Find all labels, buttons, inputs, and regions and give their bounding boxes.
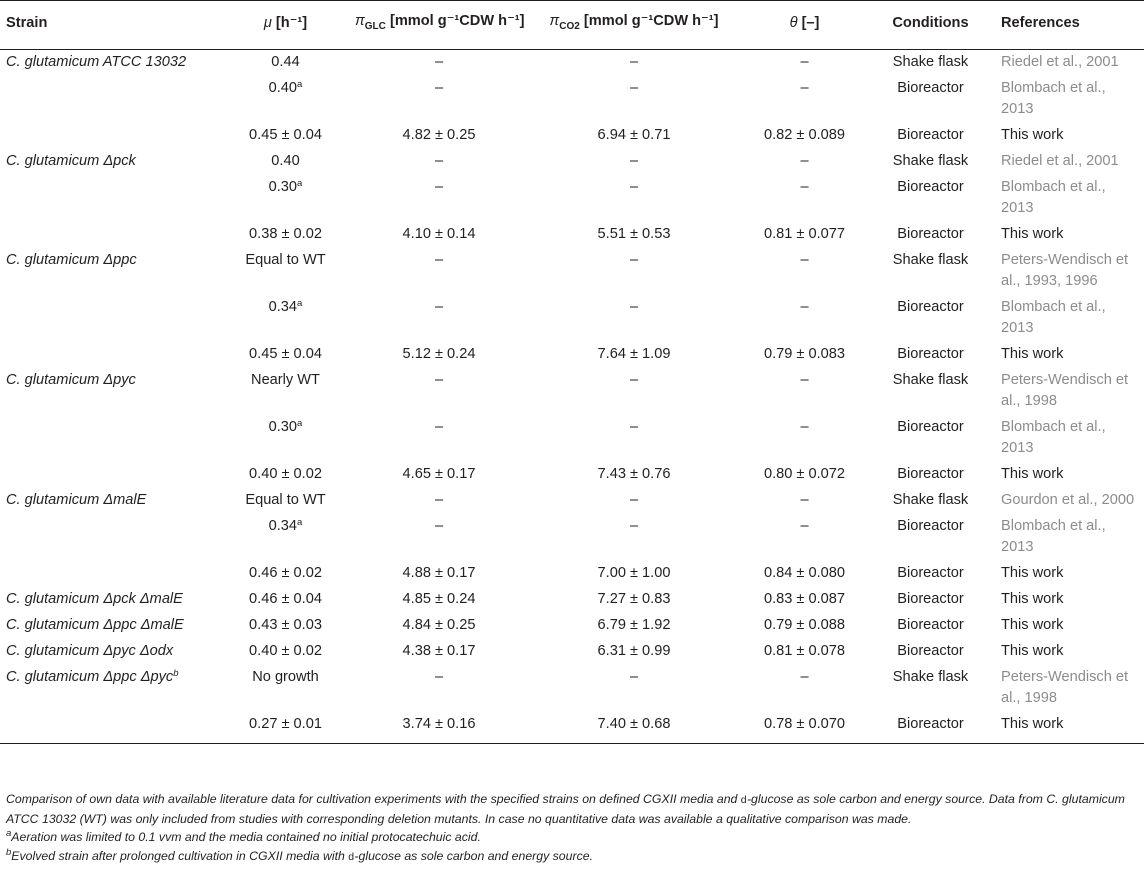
cell-reference: This work: [1001, 642, 1064, 659]
footnote-a: [6, 828, 1142, 847]
cell-mu: 0.43 ± 0.03: [249, 616, 322, 633]
cell-strain: [0, 514, 222, 561]
cell-mu: 0.38 ± 0.02: [249, 225, 322, 242]
footnote-b: [6, 847, 1142, 867]
co2-unit: [mmol g⁻¹CDW h⁻¹]: [583, 13, 719, 29]
table-row: [0, 175, 1144, 222]
cell-theta: 0.84 ± 0.080: [763, 564, 846, 581]
cell-co2: –: [629, 79, 639, 96]
footnote-b-mark: b: [6, 846, 12, 858]
cell-glc: –: [434, 371, 444, 388]
cell-mu: 0.46 ± 0.02: [249, 564, 322, 581]
footnote-b-text-2: -glucose as sole carbon and energy source.: [354, 848, 593, 863]
cell-mu: Nearly WT: [251, 371, 320, 388]
cell-glc: –: [434, 418, 444, 435]
cell-mu: 0.46 ± 0.04: [249, 590, 322, 607]
cell-co2: 7.00 ± 1.00: [597, 564, 671, 581]
cell-strain: [0, 462, 222, 488]
cell-glc: –: [434, 79, 444, 96]
table-row: [0, 613, 1144, 639]
cell-glc: 4.84 ± 0.25: [402, 616, 476, 633]
cell-mu: Equal to WT: [245, 491, 326, 508]
cell-strain: [0, 222, 222, 248]
mu-symbol: μ: [263, 15, 272, 32]
cell-mu: 0.44: [271, 53, 300, 70]
cell-conditions: Bioreactor: [897, 590, 964, 607]
co2-subscript: CO2: [559, 20, 580, 32]
cell-theta: –: [800, 298, 809, 315]
cell-co2: 6.31 ± 0.99: [597, 642, 671, 659]
cell-mu: 0.34$^a$: [268, 516, 303, 534]
table-row: [0, 368, 1144, 415]
cell-glc: 5.12 ± 0.24: [402, 345, 476, 362]
cell-reference: Blombach et al., 2013: [1001, 79, 1106, 117]
cell-theta: 0.79 ± 0.083: [763, 345, 846, 362]
cell-theta: 0.78 ± 0.070: [739, 712, 870, 744]
footnote-a-text: Aeration was limited to 0.1 vvm and the media contained no initial protocatechuic acid.: [11, 830, 481, 844]
cell-strain: [0, 123, 222, 149]
cell-strain: [0, 76, 222, 123]
cell-co2: –: [629, 371, 639, 388]
cell-mu: 0.45 ± 0.04: [249, 126, 322, 143]
cell-theta: –: [800, 491, 809, 508]
cell-strain: C. glutamicum ΔmalE: [6, 491, 147, 508]
table-row: [0, 665, 1144, 712]
table-row: [0, 514, 1144, 561]
footnote-b-text-1: Evolved strain after prolonged cultivation in CGXII media with: [11, 848, 345, 863]
cell-strain: C. glutamicum Δpyc Δodx: [6, 642, 174, 659]
table-row: [0, 295, 1144, 342]
cell-glc: 4.38 ± 0.17: [402, 642, 476, 659]
cell-conditions: Bioreactor: [897, 517, 964, 534]
table-row: [0, 49, 1144, 76]
cell-co2: –: [629, 178, 639, 195]
mu-unit: [h⁻¹]: [275, 15, 308, 32]
cell-conditions: Shake flask: [892, 152, 969, 169]
cell-reference: Blombach et al., 2013: [1001, 517, 1106, 555]
cell-reference: This work: [1001, 616, 1064, 633]
cell-glc: 3.74 ± 0.16: [349, 712, 529, 744]
theta-symbol: θ: [789, 15, 798, 32]
cell-conditions: Shake flask: [892, 371, 969, 388]
cell-co2: –: [629, 298, 639, 315]
cell-strain: C. glutamicum Δpck: [6, 152, 136, 169]
table-row: [0, 76, 1144, 123]
glc-unit: [mmol g⁻¹CDW h⁻¹]: [389, 13, 525, 29]
cell-reference: Riedel et al., 2001: [1001, 152, 1119, 169]
table-row: [0, 149, 1144, 175]
cell-conditions: Bioreactor: [897, 298, 964, 315]
header-theta: [739, 1, 870, 50]
table-row: [0, 488, 1144, 514]
cell-glc: –: [434, 298, 444, 315]
table-row: [0, 639, 1144, 665]
cell-conditions: Bioreactor: [897, 418, 964, 435]
table-body: [0, 49, 1144, 743]
header-strain: Strain: [0, 1, 222, 50]
cell-theta: –: [800, 668, 809, 685]
table-notes: [6, 790, 1142, 866]
cell-reference: Riedel et al., 2001: [1001, 53, 1119, 70]
cell-mu: 0.40$^a$: [268, 78, 303, 96]
cell-co2: 6.94 ± 0.71: [597, 126, 671, 143]
cell-co2: 7.64 ± 1.09: [597, 345, 671, 362]
glc-subscript: GLC: [364, 20, 386, 32]
cell-reference: Peters-Wendisch et al., 1993, 1996: [1001, 251, 1129, 289]
cell-glc: –: [434, 152, 444, 169]
cell-glc: 4.82 ± 0.25: [402, 126, 476, 143]
cell-conditions: Bioreactor: [897, 345, 964, 362]
cell-strain: [0, 175, 222, 222]
cell-co2: –: [629, 418, 639, 435]
cell-conditions: Bioreactor: [897, 642, 964, 659]
cell-conditions: Shake flask: [892, 491, 969, 508]
theta-unit: [–]: [801, 15, 820, 32]
header-conditions: Conditions: [870, 1, 991, 50]
cell-strain: C. glutamicum Δpck ΔmalE: [6, 590, 183, 607]
header-glc: [349, 1, 529, 50]
footnote-a-mark: a: [6, 828, 12, 839]
cell-strain: [0, 415, 222, 462]
cell-conditions: Shake flask: [892, 251, 969, 268]
cell-strain: C. glutamicum Δppc Δpyc$^b$: [6, 667, 179, 685]
cell-co2: –: [629, 517, 639, 534]
caption-part-2: -glucose as sole carbon and energy source. Data from C. glutamicum ATCC 13032 (WT) was only included from studies with corresponding deletion mutants. In case no quantitative data was available a qualitative comparison was made.: [6, 792, 1125, 826]
cell-conditions: Shake flask: [892, 53, 969, 70]
cell-reference: Peters-Wendisch et al., 1998: [1001, 371, 1129, 409]
cell-glc: –: [434, 491, 444, 508]
cell-strain: C. glutamicum ATCC 13032: [6, 53, 187, 70]
cell-co2: 7.43 ± 0.76: [597, 465, 671, 482]
cell-strain: C. glutamicum Δppc ΔmalE: [6, 616, 184, 633]
cell-theta: 0.82 ± 0.089: [763, 126, 846, 143]
table-row: [0, 712, 1144, 744]
cell-strain: [0, 561, 222, 587]
cell-mu: 0.34$^a$: [268, 297, 303, 315]
cell-theta: –: [800, 517, 809, 534]
cell-glc: –: [434, 668, 444, 685]
cell-theta: 0.80 ± 0.072: [763, 465, 846, 482]
caption: [6, 790, 1142, 828]
header-co2: [529, 1, 739, 50]
cell-co2: 7.27 ± 0.83: [597, 590, 671, 607]
cell-theta: –: [800, 418, 809, 435]
cell-reference: Blombach et al., 2013: [1001, 298, 1106, 336]
cell-reference: Blombach et al., 2013: [1001, 178, 1106, 216]
cell-co2: 7.40 ± 0.68: [529, 712, 739, 744]
cell-strain: [0, 712, 222, 744]
cell-mu: 0.40 ± 0.02: [249, 642, 322, 659]
table-row: [0, 123, 1144, 149]
cell-reference: This work: [1001, 465, 1064, 482]
table-row: [0, 561, 1144, 587]
cell-mu: Equal to WT: [245, 251, 326, 268]
cell-strain: C. glutamicum Δpyc: [6, 371, 136, 388]
cell-reference: This work: [1001, 564, 1064, 581]
cell-reference: This work: [1001, 126, 1064, 143]
cell-theta: –: [800, 371, 809, 388]
caption-smallcaps-d: d: [740, 794, 747, 806]
cell-conditions: Bioreactor: [897, 564, 964, 581]
cell-theta: 0.79 ± 0.088: [763, 616, 846, 633]
glc-symbol: π: [355, 13, 365, 29]
cell-reference: This work: [1001, 590, 1064, 607]
cell-conditions: Bioreactor: [897, 178, 964, 195]
cell-co2: –: [629, 251, 639, 268]
table-row: [0, 342, 1144, 368]
cell-theta: –: [800, 79, 809, 96]
cell-conditions: Bioreactor: [897, 616, 964, 633]
cell-theta: –: [800, 53, 809, 70]
cell-glc: –: [434, 178, 444, 195]
cell-strain: [0, 295, 222, 342]
footnote-b-smallcaps-d: d: [348, 850, 355, 863]
table-row: [0, 587, 1144, 613]
cell-co2: 5.51 ± 0.53: [597, 225, 671, 242]
header-mu: [222, 1, 349, 50]
cell-reference: This work: [1001, 225, 1064, 242]
cell-strain: C. glutamicum Δppc: [6, 251, 137, 268]
cell-theta: –: [800, 178, 809, 195]
cell-co2: –: [629, 152, 639, 169]
cell-theta: 0.83 ± 0.087: [763, 590, 846, 607]
cell-mu: 0.30$^a$: [268, 417, 303, 435]
cell-co2: –: [629, 491, 639, 508]
cell-mu: 0.45 ± 0.04: [249, 345, 322, 362]
cell-reference: This work: [1001, 345, 1064, 362]
caption-part-1: Comparison of own data with available literature data for cultivation experiments with the specified strains on defined CGXII media and: [6, 792, 738, 806]
cell-conditions: Shake flask: [892, 668, 969, 685]
cell-co2: –: [629, 668, 639, 685]
cell-conditions: Bioreactor: [897, 79, 964, 96]
cell-mu: 0.27 ± 0.01: [222, 712, 349, 744]
cell-reference: Gourdon et al., 2000: [1001, 491, 1135, 508]
cell-reference: This work: [991, 712, 1144, 744]
cell-glc: –: [434, 53, 444, 70]
cell-conditions: Bioreactor: [870, 712, 991, 744]
cell-glc: 4.85 ± 0.24: [402, 590, 476, 607]
cell-mu: 0.40: [271, 152, 300, 169]
cell-conditions: Bioreactor: [897, 225, 964, 242]
cell-glc: –: [434, 517, 444, 534]
table-row: [0, 462, 1144, 488]
table-header: [0, 1, 1144, 50]
co2-symbol: π: [549, 13, 560, 29]
cell-glc: –: [434, 251, 444, 268]
cell-theta: –: [800, 251, 809, 268]
cell-glc: 4.88 ± 0.17: [402, 564, 476, 581]
cell-glc: 4.65 ± 0.17: [402, 465, 476, 482]
cell-theta: –: [800, 152, 809, 169]
table-row: [0, 248, 1144, 295]
cell-co2: –: [629, 53, 639, 70]
cell-strain: [0, 342, 222, 368]
cell-mu: 0.30$^a$: [268, 177, 303, 195]
cell-theta: 0.81 ± 0.077: [763, 225, 846, 242]
table-row: [0, 415, 1144, 462]
header-references: References: [991, 1, 1144, 50]
cell-reference: Blombach et al., 2013: [1001, 418, 1106, 456]
cell-reference: Peters-Wendisch et al., 1998: [1001, 668, 1129, 706]
cell-co2: 6.79 ± 1.92: [597, 616, 671, 633]
cell-conditions: Bioreactor: [897, 465, 964, 482]
table-row: [0, 222, 1144, 248]
cell-conditions: Bioreactor: [897, 126, 964, 143]
cell-mu: No growth: [252, 668, 319, 685]
cell-mu: 0.40 ± 0.02: [249, 465, 322, 482]
cell-theta: 0.81 ± 0.078: [763, 642, 846, 659]
cell-glc: 4.10 ± 0.14: [402, 225, 476, 242]
